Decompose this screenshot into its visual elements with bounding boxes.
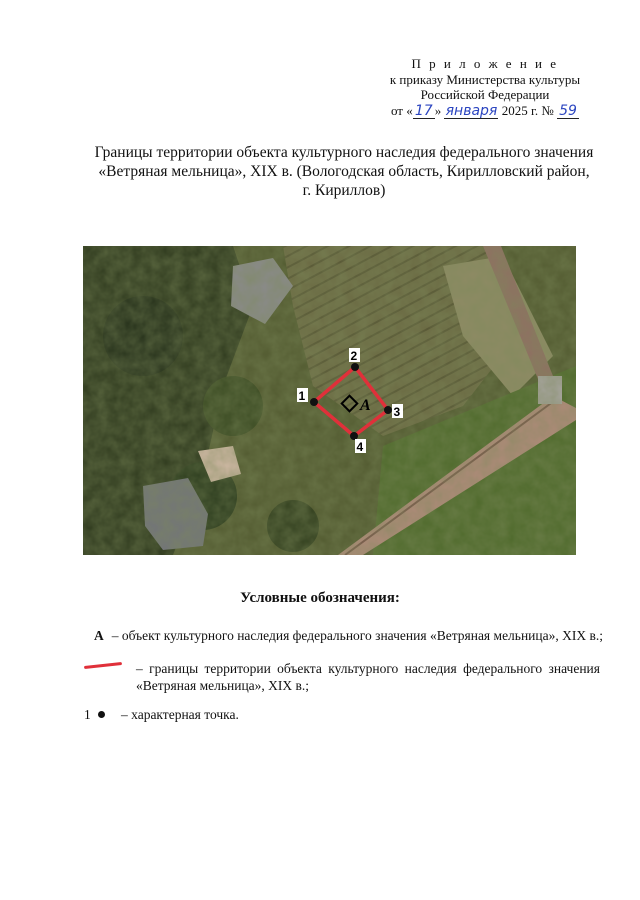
appendix-line-ministry: к приказу Министерства культуры	[389, 71, 581, 87]
aerial-map	[83, 246, 576, 555]
order-day: 17	[413, 104, 435, 119]
order-year: 2025 г. №	[501, 102, 554, 118]
order-mid: »	[434, 102, 442, 118]
legend-object-symbol: А	[94, 628, 104, 643]
appendix-line-federation: Российской Федерации	[420, 87, 550, 102]
order-number: 59	[557, 104, 579, 119]
boundary-point	[310, 398, 318, 406]
terrain-texture	[83, 246, 576, 555]
appendix-heading: П р и л о ж е н и е	[411, 56, 559, 71]
order-prefix: от «	[390, 102, 413, 118]
order-line	[360, 103, 610, 119]
boundary-point	[351, 363, 359, 371]
point-label-1: 1	[298, 389, 306, 403]
legend-point-text: – характерная точка.	[121, 707, 239, 722]
point-dot-icon	[98, 711, 105, 718]
point-label-4: 4	[356, 440, 364, 454]
legend-point-number: 1	[84, 707, 91, 722]
point-label-2: 2	[350, 349, 358, 363]
legend-object-text: – объект культурного наследия федерального значения «Ветряная мельница», XIX в.;	[111, 628, 603, 643]
appendix-header	[360, 56, 610, 119]
document-title	[88, 143, 600, 200]
legend-point	[84, 706, 484, 723]
title-line-3: г. Кириллов)	[302, 182, 386, 199]
legend-object	[94, 627, 614, 644]
order-month: января	[445, 102, 498, 119]
point-label-3: 3	[393, 405, 401, 419]
legend-boundary-text: – границы территории объекта культурного наследия федерального значения «Ветряная мельница», XIX в.;	[136, 661, 600, 693]
title-line-1: Границы территории объекта культурного наследия федерального значения	[94, 144, 594, 161]
object-label: А	[360, 397, 371, 414]
legend-title: Условные обозначения:	[240, 590, 400, 606]
title-line-2: «Ветряная мельница», XIX в. (Вологодская область, Кирилловский район,	[98, 163, 590, 180]
aerial-map-svg	[83, 246, 576, 555]
boundary-point	[350, 432, 358, 440]
boundary-point	[384, 406, 392, 414]
legend-boundary	[84, 660, 614, 696]
boundary-line-swatch	[84, 662, 122, 669]
